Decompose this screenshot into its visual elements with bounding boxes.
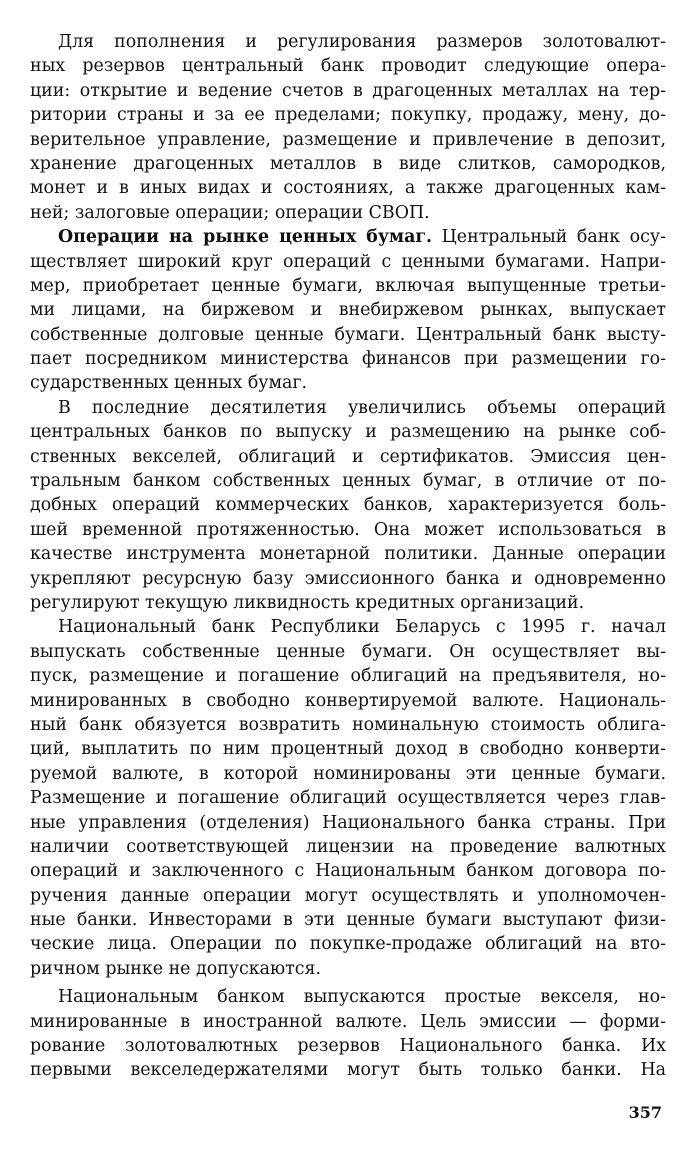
text-line: Для пополнения и регулирования размеров золотовалют- (58, 32, 666, 52)
text-line: ственных векселей, облигаций и сертификатов. Эмиссия цен- (30, 446, 666, 467)
text-line (30, 225, 666, 249)
text-line: шей временной протяженностью. Она может использоваться в (30, 519, 666, 540)
text-line: мер, приобретает ценные бумаги, включая выпущенные третьи- (30, 275, 666, 296)
text-line: ный банк обязуется возвратить номинальную стоимость облига- (30, 714, 666, 735)
text-line: минированных в свободно конвертируемой валюте. Националь- (30, 690, 666, 711)
text-line: ций, выплатить по ним процентный доход в свободно конверти- (30, 739, 666, 760)
text-line: ручения данные операции могут осуществлять и уполномочен- (30, 885, 666, 906)
text-line: центральных банков по выпуску и размещению на рынке соб- (30, 422, 666, 443)
text-line: пуск, размещение и погашение облигаций на предъявителя, но- (30, 666, 666, 687)
text-line: Национальный банк Республики Беларусь с 1995 г. начал (58, 617, 666, 638)
paragraph-national-bank-bonds (30, 615, 666, 981)
text-line: ческие лица. Операции по покупке-продаже облигаций на вто- (30, 934, 666, 955)
text-line: верительное управление, размещение и привлечение в депозит, (30, 129, 666, 150)
text-line: хранение драгоценных металлов в виде слитков, самородков, (30, 153, 666, 174)
text-line: Размещение и погашение облигаций осуществляется через глав- (30, 788, 666, 809)
text-line: первыми векселедержателями могут быть только банки. На (30, 1060, 666, 1081)
text-line: ных резервов центральный банк проводит следующие опера- (30, 56, 666, 77)
paragraph-own-securities (30, 396, 666, 616)
text-line: руемой валюте, в которой номинированы эти ценные бумаги. (30, 763, 666, 784)
document-page (30, 30, 666, 1083)
text-line: собственные долговые ценные бумаги. Центральный банк высту- (30, 324, 666, 345)
paragraph-promissory-notes (30, 985, 666, 1083)
text-line: регулируют текущую ликвидность кредитных организаций. (30, 592, 585, 613)
text-line: укрепляют ресурсную базу эмиссионного банка и одновременно (30, 568, 666, 589)
paragraph-gold-reserves (30, 30, 666, 225)
text-line: ричном рынке не допускаются. (30, 958, 321, 979)
text-line: ней; залоговые операции; операции СВОП. (30, 202, 430, 223)
text-line: выпускать собственные ценные бумаги. Он осуществляет вы- (30, 641, 666, 662)
text-line: операций и заключенного с Национальным банком договора по- (30, 861, 666, 882)
text-line: сударственных ценных бумаг. (30, 373, 308, 394)
page-number: 357 (628, 1103, 662, 1122)
text-line: добных операций коммерческих банков, характеризуется боль- (30, 495, 666, 516)
text-line: ции: открытие и ведение счетов в драгоценных металлах на тер- (30, 80, 666, 101)
section-heading: Операции на рынке ценных бумаг. (58, 227, 433, 248)
text-line: В последние десятилетия увеличились объемы операций (58, 397, 666, 418)
text-line: рование золотовалютных резервов Национального банка. Их (30, 1036, 666, 1057)
text-line: пает посредником министерства финансов при размещении го- (30, 349, 666, 370)
text-line: ми лицами, на биржевом и внебиржевом рынках, выпускает (30, 300, 666, 321)
text-line: Национальным банком выпускаются простые векселя, но- (58, 987, 666, 1008)
text-line: ные управления (отделения) Национального банка страны. При (30, 812, 666, 833)
text-fragment: Центральный банк осу- (432, 227, 666, 248)
text-line: минированные в иностранной валюте. Цель эмиссии — форми- (30, 1011, 666, 1032)
text-line: наличии соответствующей лицензии на проведение валютных (30, 836, 666, 857)
text-line: монет и в иных видах и состояниях, а также драгоценных кам- (30, 178, 666, 199)
text-line: тральным банком собственных ценных бумаг, в отличие от по- (30, 471, 666, 492)
text-line: качестве инструмента монетарной политики. Данные операции (30, 544, 666, 565)
paragraph-securities-operations (30, 225, 666, 396)
text-line: ществляет широкий круг операций с ценными бумагами. Напри- (30, 251, 666, 272)
text-line: ные банки. Инвесторами в эти ценные бумаги выступают физи- (30, 910, 666, 931)
text-line: ритории страны и за ее пределами; покупку, продажу, мену, до- (30, 105, 666, 126)
